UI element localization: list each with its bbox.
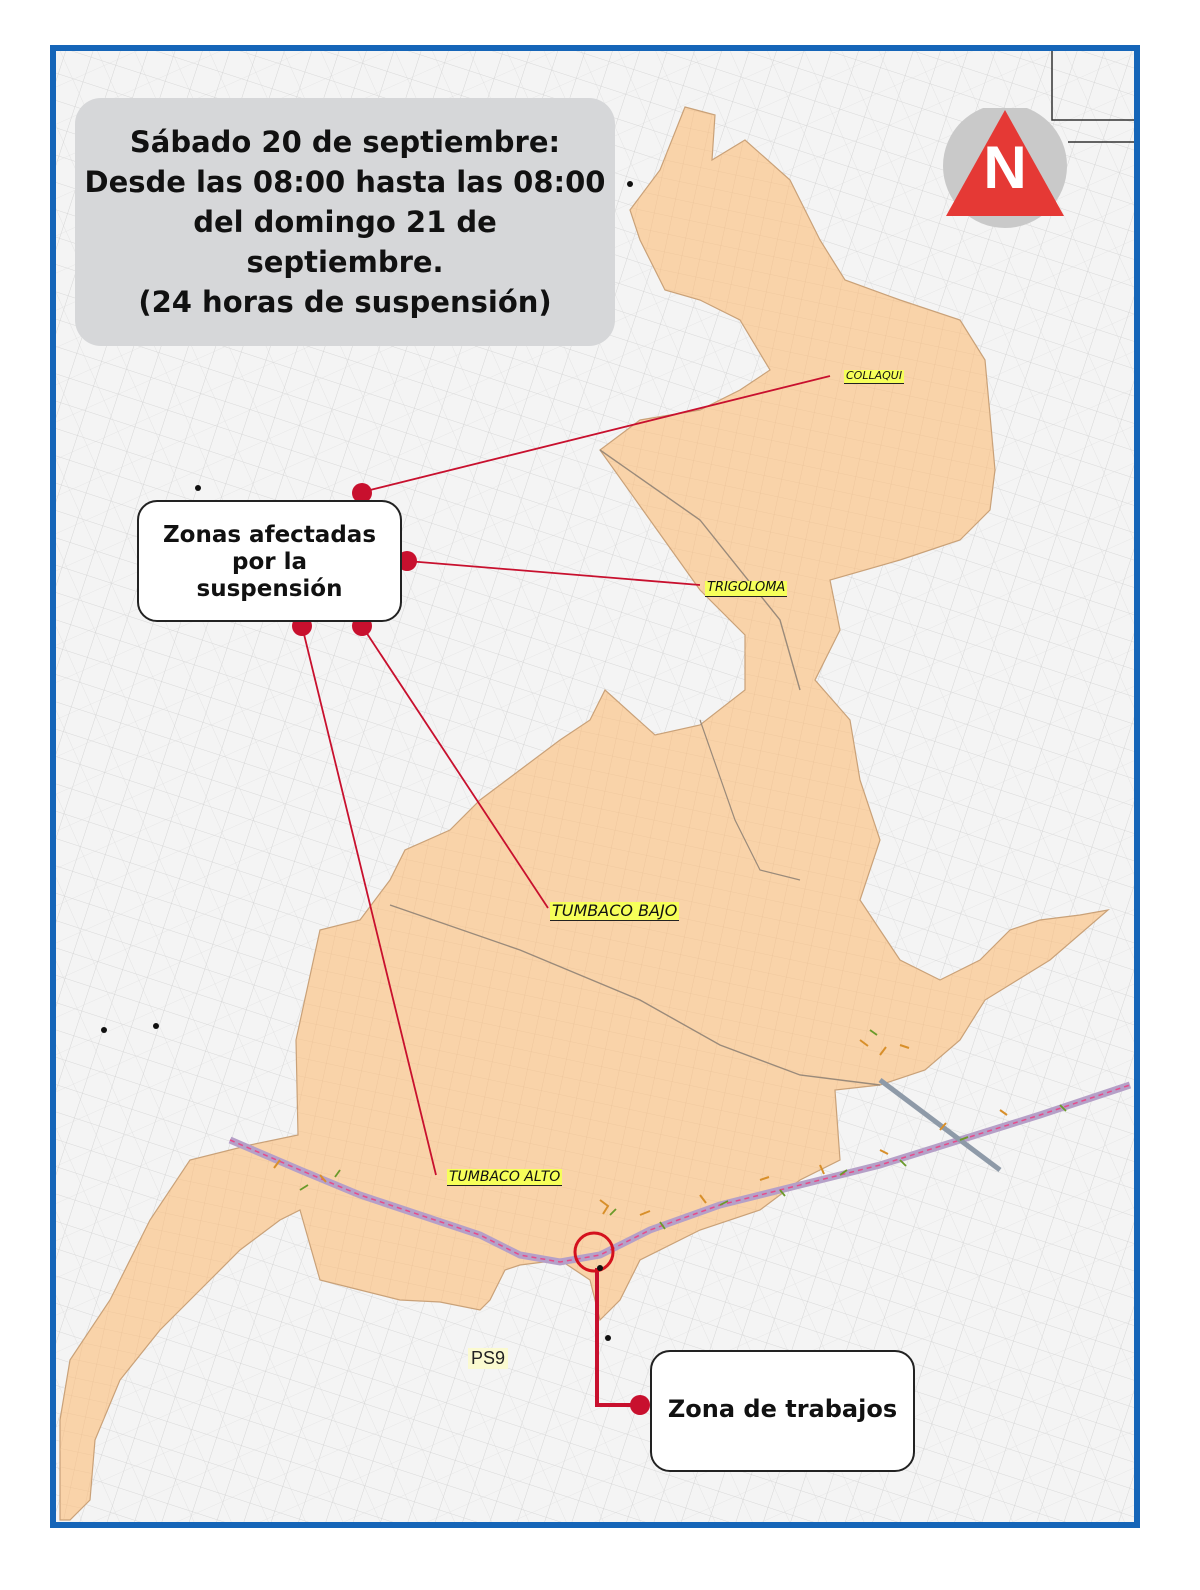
zone-label-tumbaco-bajo[interactable]: TUMBACO BAJO	[552, 901, 678, 920]
map-point	[627, 181, 633, 187]
zone-label-trigoloma[interactable]: TRIGOLOMA	[707, 580, 786, 595]
ps9-label: PS9	[468, 1348, 508, 1369]
schedule-line: Desde las 08:00 hasta las 08:00	[84, 165, 606, 199]
compass-letter: N	[983, 134, 1027, 201]
schedule-line: septiembre.	[246, 245, 444, 279]
zone-label-collaqui[interactable]: COLLAQUI	[846, 369, 903, 382]
map-point	[101, 1027, 107, 1033]
map-point	[153, 1023, 159, 1029]
callout-line: suspensión	[196, 576, 343, 602]
schedule-line: (24 horas de suspensión)	[138, 285, 552, 319]
callout-line: Zonas afectadas	[162, 522, 377, 548]
zone-label-tumbaco-alto[interactable]: TUMBACO ALTO	[449, 1169, 561, 1185]
map-point	[597, 1265, 603, 1271]
schedule-line: del domingo 21 de	[193, 205, 497, 239]
callout-line: por la	[231, 549, 308, 575]
leader-dot	[630, 1395, 650, 1415]
works-zone-callout	[650, 1350, 915, 1472]
map-point	[195, 485, 201, 491]
callout-line: Zona de trabajos	[667, 1395, 898, 1423]
map-point	[605, 1335, 611, 1341]
north-arrow	[940, 108, 1070, 228]
affected-zones-callout	[137, 500, 402, 622]
schedule-callout	[75, 98, 615, 346]
schedule-line: Sábado 20 de septiembre:	[129, 125, 561, 159]
